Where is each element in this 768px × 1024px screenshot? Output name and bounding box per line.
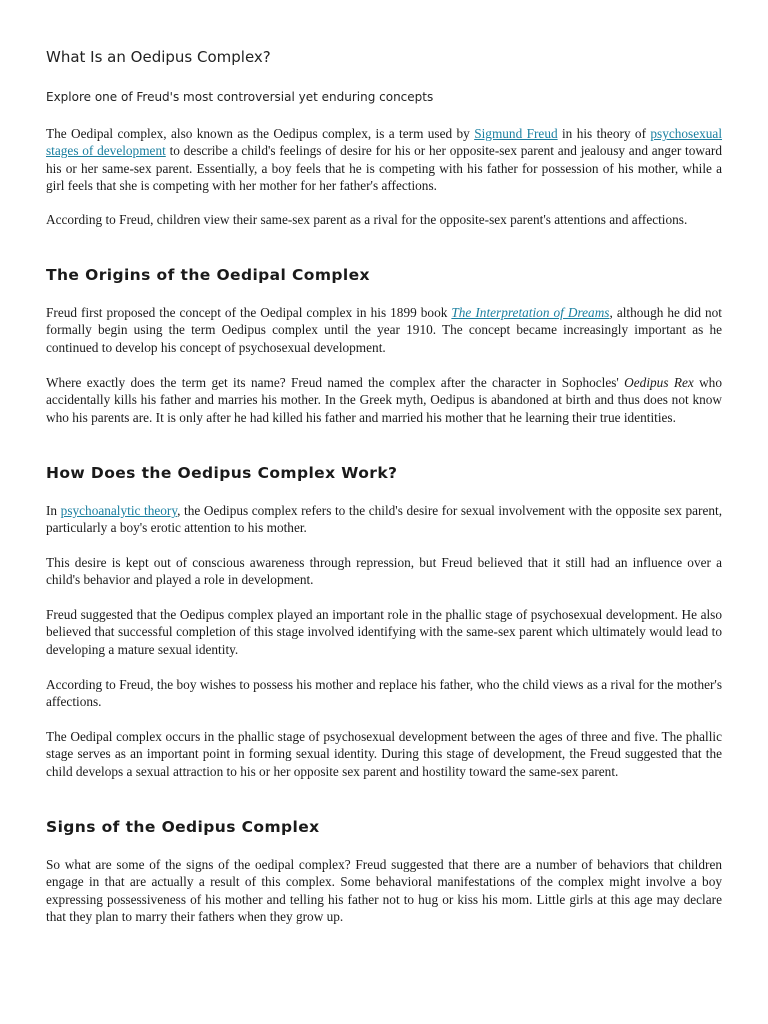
- origins-p2-text-b: who accidentally kills his father and marries his mother. In the Greek myth, Oedipus is abandoned at birth and thus does not know who his parents are. It is only after he had killed his father and married his mother that he learning their true identities.: [46, 375, 722, 425]
- page-subtitle: Explore one of Freud's most controversial yet enduring concepts: [46, 90, 434, 104]
- sigmund-freud-link[interactable]: Sigmund Freud: [474, 126, 558, 141]
- psychosexual-stages-link[interactable]: psychosexual stages of development: [46, 126, 723, 159]
- section-heading-origins: The Origins of the Oedipal Complex: [46, 266, 370, 284]
- how-text-a: In: [46, 503, 61, 518]
- origins-paragraph-1: [46, 304, 722, 356]
- intro-text-b: in his theory of: [557, 126, 651, 141]
- page-title: What Is an Oedipus Complex?: [46, 48, 271, 66]
- how-paragraph-4: According to Freud, the boy wishes to possess his mother and replace his father, who the child views as a rival for the mother's affections.: [46, 677, 722, 710]
- how-text-b: , the Oedipus complex refers to the child's desire for sexual involvement with the opposite sex parent, particularly a boy's erotic attention to his mother.: [46, 503, 723, 536]
- section-heading-signs: Signs of the Oedipus Complex: [46, 818, 320, 836]
- intro-paragraph-2: According to Freud, children view their same-sex parent as a rival for the opposite-sex parent's attentions and affections.: [46, 212, 688, 227]
- oedipus-rex-title: Oedipus Rex: [624, 375, 694, 390]
- origins-paragraph-2: [46, 374, 722, 426]
- origins-text-b: , although he did not formally begin using the term Oedipus complex until the year 1910. The concept became increasingly important as he continued to develop his concept of psychosexual development.: [46, 305, 722, 355]
- intro-paragraph-1: [46, 125, 722, 194]
- how-paragraph-5: The Oedipal complex occurs in the phallic stage of psychosexual development between the ages of three and five. The phallic stage serves as an important point in forming sexual identity. During this stage of development, the Freud suggested that the child develops a sexual attraction to his or her opposite sex parent and hostility toward the same-sex parent.: [46, 729, 722, 779]
- origins-p2-text-a: Where exactly does the term get its name? Freud named the complex after the character in Sophocles': [46, 375, 625, 390]
- intro-text-a: The Oedipal complex, also known as the Oedipus complex, is a term used by: [46, 126, 475, 141]
- how-paragraph-2: This desire is kept out of conscious awareness through repression, but Freud believed that it still had an influence over a child's behavior and played a role in development.: [46, 555, 722, 588]
- section-heading-how: How Does the Oedipus Complex Work?: [46, 464, 398, 482]
- psychoanalytic-theory-link[interactable]: psychoanalytic theory: [60, 503, 178, 518]
- interpretation-of-dreams-link[interactable]: The Interpretation of Dreams: [451, 305, 610, 320]
- intro-text-c: to describe a child's feelings of desire for his or her opposite-sex parent and jealousy and anger toward his or her same-sex parent. Essentially, a boy feels that he is competing with his father for possession of his mother, while a girl feels that she is competing with her mother for her father's affections.: [46, 143, 722, 193]
- how-paragraph-1: [46, 502, 722, 537]
- origins-text-a: Freud first proposed the concept of the Oedipal complex in his 1899 book: [46, 305, 452, 320]
- signs-paragraph-1: So what are some of the signs of the oedipal complex? Freud suggested that there are a number of behaviors that children engage in that are actually a result of this complex. Some behavioral manifestations of the complex might involve a boy expressing possessiveness of his mother and telling his father not to hug or kiss his mom. Little girls at this age may declare that they plan to marry their fathers when they grow up.: [46, 857, 722, 924]
- how-paragraph-3: Freud suggested that the Oedipus complex played an important role in the phallic stage of psychosexual development. He also believed that successful completion of this stage involved identifying with the same-sex parent which ultimately would lead to developing a mature sexual identity.: [46, 607, 722, 657]
